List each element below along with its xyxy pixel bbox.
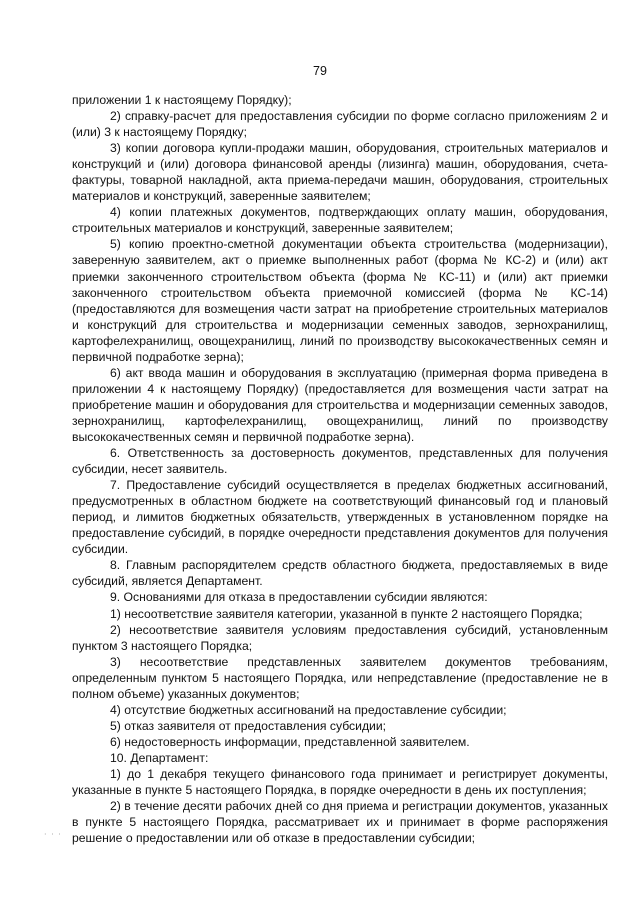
paragraph-item-6: 6) акт ввода машин и оборудования в эксплуатацию (примерная форма приведена в приложении 4 к настоящему Порядку) (предоставляется для возмещения части затрат на приобретение машин и оборудования для строительства и модернизации семенных заводов, зернохранилищ, картофелехранилищ, овощехранилищ, линий по производству высококачественных семян и первичной подработке зерна).	[72, 365, 608, 444]
paragraph-clause-6: 6. Ответственность за достоверность документов, представленных для получения субсидии, несет заявитель.	[72, 446, 608, 477]
paragraph-refusal-1: 1) несоответствие заявителя категории, указанной в пункте 2 настоящего Порядка;	[110, 606, 583, 621]
paragraph-clause-8: 8. Главным распорядителем средств областного бюджета, предоставляемых в виде субсидий, является Департамент.	[72, 558, 608, 589]
page-number: 79	[313, 64, 327, 78]
paragraph-refusal-5: 5) отказ заявителя от предоставления субсидии;	[110, 718, 387, 733]
paragraph-refusal-2: 2) несоответствие заявителя условиям предоставления субсидий, установленным пунктом 3 настоящего Порядка;	[72, 622, 608, 653]
paragraph-continuation: приложении 1 к настоящему Порядку);	[72, 93, 292, 107]
document-body	[72, 92, 608, 846]
paragraph-clause-7: 7. Предоставление субсидий осуществляется в пределах бюджетных ассигнований, предусмотренных в областном бюджете на соответствующий финансовый год и плановый период, и лимитов бюджетных обязательств, утвержденных в установленном порядке на предоставление субсидий, в порядке очередности представления документов для получения субсидии.	[72, 478, 608, 557]
paragraph-item-4: 4) копии платежных документов, подтверждающих оплату машин, оборудования, строительных материалов и конструкций, заверенные заявителем;	[72, 205, 608, 236]
paragraph-clause-9: 9. Основаниями для отказа в предоставлении субсидии являются:	[110, 590, 488, 605]
paragraph-item-5: 5) копию проектно-сметной документации объекта строительства (модернизации), заверенную заявителем, акт о приемке выполненных работ (форма № КС-2) и (или) акт приемки законченного строительством объекта (форма № КС-11) и (или) акт приемки законченного строительством объекта приемочной комиссией (форма № КС-14) (предоставляются для возмещения части затрат на приобретение строительных материалов и конструкций для строительства и модернизации семенных заводов, зернохранилищ, картофелехранилищ, овощехранилищ, линий по производству высококачественных семян и первичной подработке зерна);	[72, 237, 608, 364]
paragraph-refusal-4: 4) отсутствие бюджетных ассигнований на предоставление субсидии;	[110, 702, 507, 717]
paragraph-department-2: 2) в течение десяти рабочих дней со дня приема и регистрации документов, указанных в пункте 5 настоящего Порядка, рассматривает их и принимает в форме распоряжения решение о предоставлении или об отказе в предоставлении субсидии;	[72, 799, 608, 846]
paragraph-department-1: 1) до 1 декабря текущего финансового года принимает и регистрирует документы, указанные в пункте 5 настоящего Порядка, в порядке очередности в день их поступления;	[72, 766, 608, 798]
paragraph-refusal-3: 3) несоответствие представленных заявителем документов требованиям, определенным пунктом 5 настоящего Порядка, или непредставление (предоставление не в полном объеме) указанных документов;	[72, 654, 608, 701]
scan-artifact: · · ·	[44, 830, 62, 839]
paragraph-clause-10: 10. Департамент:	[110, 750, 209, 765]
paragraph-item-3: 3) копии договора купли-продажи машин, оборудования, строительных материалов и конструкций и (или) договора финансовой аренды (лизинга) машин, оборудования, счета-фактуры, товарной накладной, акта приема-передачи машин, оборудования, строительных материалов и конструкций, заверенные заявителем;	[72, 141, 608, 204]
paragraph-item-2: 2) справку-расчет для предоставления субсидии по форме согласно приложениям 2 и (или) 3 к настоящему Порядку;	[72, 109, 608, 140]
paragraph-refusal-6: 6) недостоверность информации, представленной заявителем.	[110, 734, 470, 749]
